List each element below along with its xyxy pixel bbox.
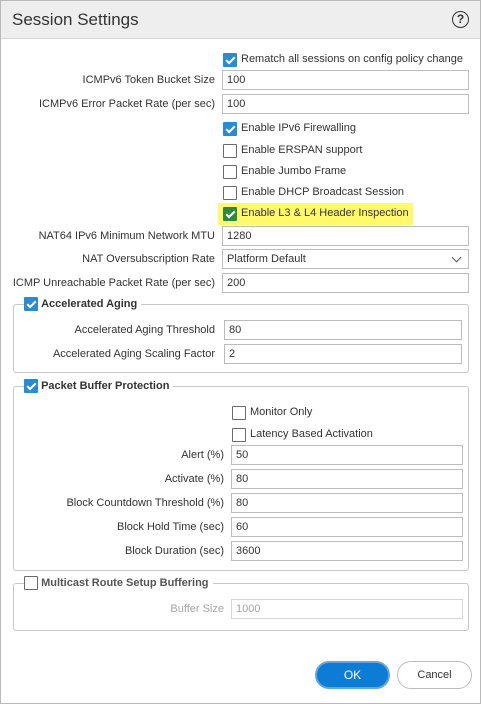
icmp-unreachable-packet-rate-label: ICMP Unreachable Packet Rate (per sec): [12, 277, 215, 289]
cancel-button[interactable]: Cancel: [397, 661, 472, 689]
ok-button[interactable]: OK: [315, 661, 390, 689]
block-duration-input[interactable]: 3600: [231, 541, 463, 561]
accelerated-aging-scaling-factor-label: Accelerated Aging Scaling Factor: [52, 348, 215, 360]
dialog-title-bar: [1, 1, 480, 39]
accelerated-aging-legend-label: Accelerated Aging: [41, 298, 138, 310]
packet-buffer-protection-legend-label: Packet Buffer Protection: [41, 380, 170, 392]
latency-based-activation-checkbox[interactable]: [232, 428, 246, 442]
enable-jumbo-frame-checkbox[interactable]: [223, 165, 237, 179]
buffer-size-label: Buffer Size: [170, 603, 224, 615]
enable-l3-l4-header-inspection-label: Enable L3 & L4 Header Inspection: [241, 207, 409, 219]
nat64-ipv6-min-mtu-input[interactable]: 1280: [222, 226, 469, 246]
latency-based-activation-label: Latency Based Activation: [250, 428, 373, 440]
icmpv6-token-bucket-size-label: ICMPv6 Token Bucket Size: [82, 74, 215, 86]
buffer-size-input[interactable]: 1000: [231, 599, 463, 619]
icmp-unreachable-packet-rate-input[interactable]: 200: [222, 273, 469, 293]
help-icon[interactable]: ?: [452, 11, 469, 28]
packet-buffer-protection-legend: [24, 379, 173, 393]
enable-ipv6-firewalling-checkbox[interactable]: [223, 122, 237, 136]
enable-l3-l4-header-inspection-checkbox[interactable]: [223, 207, 237, 221]
alert-input[interactable]: 50: [231, 445, 463, 465]
icmpv6-error-packet-rate-label: ICMPv6 Error Packet Rate (per sec): [38, 98, 215, 110]
block-countdown-threshold-label: Block Countdown Threshold (%): [66, 497, 224, 509]
activate-input[interactable]: 80: [231, 469, 463, 489]
monitor-only-checkbox[interactable]: [232, 406, 246, 420]
multicast-route-setup-buffering-legend-label: Multicast Route Setup Buffering: [41, 577, 209, 589]
multicast-route-setup-buffering-checkbox[interactable]: [24, 576, 38, 590]
packet-buffer-protection-checkbox[interactable]: [24, 379, 38, 393]
rematch-checkbox[interactable]: [223, 53, 237, 67]
accelerated-aging-checkbox[interactable]: [24, 297, 38, 311]
nat64-ipv6-min-mtu-label: NAT64 IPv6 Minimum Network MTU: [38, 230, 215, 242]
nat-oversubscription-rate-select[interactable]: [222, 249, 469, 269]
enable-erspan-checkbox[interactable]: [223, 144, 237, 158]
enable-ipv6-firewalling-label: Enable IPv6 Firewalling: [241, 122, 356, 134]
monitor-only-label: Monitor Only: [250, 406, 313, 418]
block-hold-time-input[interactable]: 60: [231, 517, 463, 537]
accelerated-aging-threshold-input[interactable]: 80: [224, 320, 462, 340]
nat-oversubscription-rate-value: Platform Default: [227, 253, 306, 265]
rematch-label: Rematch all sessions on config policy change: [241, 53, 463, 65]
dialog-title: Session Settings: [12, 10, 139, 29]
multicast-route-setup-buffering-legend: [24, 576, 213, 590]
enable-dhcp-broadcast-checkbox[interactable]: [223, 186, 237, 200]
block-countdown-threshold-input[interactable]: 80: [231, 493, 463, 513]
enable-jumbo-frame-label: Enable Jumbo Frame: [241, 165, 347, 177]
alert-label: Alert (%): [181, 449, 224, 461]
nat-oversubscription-rate-label: NAT Oversubscription Rate: [82, 253, 215, 265]
chevron-down-icon: [452, 253, 462, 263]
block-duration-label: Block Duration (sec): [124, 545, 224, 557]
icmpv6-error-packet-rate-input[interactable]: 100: [222, 94, 469, 114]
accelerated-aging-legend: [24, 297, 141, 311]
enable-dhcp-broadcast-label: Enable DHCP Broadcast Session: [241, 186, 405, 198]
accelerated-aging-threshold-label: Accelerated Aging Threshold: [74, 324, 215, 336]
block-hold-time-label: Block Hold Time (sec): [117, 521, 224, 533]
icmpv6-token-bucket-size-input[interactable]: 100: [222, 70, 469, 90]
enable-erspan-label: Enable ERSPAN support: [241, 144, 363, 156]
accelerated-aging-scaling-factor-input[interactable]: 2: [224, 344, 462, 364]
activate-label: Activate (%): [164, 473, 224, 485]
